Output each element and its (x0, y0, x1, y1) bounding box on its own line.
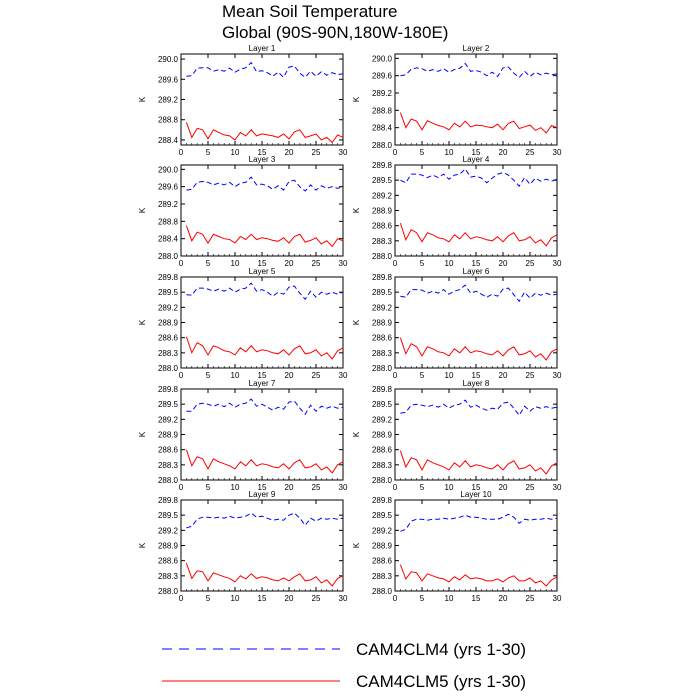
y-tick-label: 288.9 (371, 206, 392, 216)
y-tick-label: 288.8 (157, 217, 178, 227)
y-tick-label: 288.9 (371, 430, 392, 440)
panel-9 (138, 490, 348, 603)
series-line-cam4clm5 (186, 122, 343, 142)
y-tick-label: 288.9 (371, 541, 392, 551)
panel-2 (352, 44, 562, 157)
panel-title: Layer 7 (248, 379, 276, 388)
x-tick-label: 10 (444, 594, 454, 603)
y-tick-label: 288.6 (371, 445, 392, 455)
x-tick-label: 0 (392, 371, 398, 380)
y-tick-label: 288.3 (157, 571, 178, 581)
y-axis-label: K (352, 319, 361, 326)
y-axis-label: K (352, 207, 361, 214)
x-tick-label: 25 (525, 148, 535, 157)
series-line-cam4clm4 (186, 513, 343, 528)
y-tick-label: 288.8 (157, 115, 178, 125)
x-tick-label: 0 (392, 148, 398, 157)
x-tick-label: 10 (444, 371, 454, 380)
x-tick-label: 15 (471, 483, 481, 492)
panel-5 (138, 267, 348, 380)
y-tick-label: 289.2 (157, 200, 178, 209)
y-tick-label: 288.9 (371, 318, 392, 328)
y-tick-label: 289.5 (371, 288, 392, 298)
x-tick-label: 10 (444, 259, 454, 268)
x-tick-label: 20 (284, 148, 294, 157)
x-tick-label: 30 (338, 594, 348, 603)
y-tick-label: 289.2 (157, 415, 178, 425)
y-tick-label: 289.6 (157, 182, 178, 192)
x-tick-label: 20 (498, 371, 508, 380)
x-tick-label: 30 (552, 483, 562, 492)
y-tick-label: 288.3 (371, 460, 392, 470)
chart-title: Mean Soil Temperature (222, 2, 398, 21)
series-line-cam4clm5 (186, 226, 343, 247)
y-tick-label: 288.4 (157, 234, 178, 244)
series-line-cam4clm4 (186, 63, 343, 78)
plot-frame (395, 389, 557, 480)
x-tick-label: 25 (525, 594, 535, 603)
x-tick-label: 30 (338, 148, 348, 157)
x-tick-label: 15 (257, 594, 267, 603)
x-tick-label: 20 (284, 371, 294, 380)
y-tick-label: 288.8 (371, 106, 392, 116)
series-line-cam4clm4 (400, 514, 557, 531)
y-tick-label: 289.2 (157, 526, 178, 536)
x-tick-label: 25 (525, 483, 535, 492)
x-tick-label: 10 (230, 371, 240, 380)
series-line-cam4clm4 (400, 400, 557, 415)
y-tick-label: 289.8 (157, 273, 178, 282)
y-tick-label: 289.5 (157, 400, 178, 410)
panel-1 (138, 44, 348, 157)
panels (138, 44, 562, 603)
x-tick-label: 15 (471, 371, 481, 380)
x-tick-label: 0 (178, 371, 184, 380)
x-tick-label: 10 (230, 483, 240, 492)
x-tick-label: 30 (338, 259, 348, 268)
series-line-cam4clm4 (186, 177, 343, 191)
y-tick-label: 289.2 (371, 415, 392, 425)
x-tick-label: 5 (419, 594, 425, 603)
y-axis-label: K (352, 96, 361, 103)
y-tick-label: 288.6 (371, 333, 392, 343)
y-tick-label: 289.5 (157, 511, 178, 521)
y-tick-label: 288.3 (371, 236, 392, 246)
y-tick-label: 289.5 (371, 176, 392, 186)
y-tick-label: 288.3 (157, 460, 178, 470)
x-tick-label: 5 (419, 148, 425, 157)
x-tick-label: 25 (311, 483, 321, 492)
x-tick-label: 25 (311, 259, 321, 268)
y-tick-label: 289.8 (371, 273, 392, 282)
panel-title: Layer 5 (248, 267, 276, 276)
panel-title: Layer 3 (248, 155, 276, 164)
x-tick-label: 0 (178, 483, 184, 492)
x-tick-label: 10 (444, 148, 454, 157)
y-tick-label: 290.0 (371, 54, 392, 64)
panel-title: Layer 9 (248, 490, 276, 499)
x-tick-label: 30 (338, 371, 348, 380)
series-line-cam4clm5 (400, 338, 557, 360)
x-tick-label: 0 (392, 594, 398, 603)
plot-frame (395, 54, 557, 145)
y-tick-label: 288.0 (157, 476, 178, 485)
x-tick-label: 5 (205, 148, 211, 157)
x-tick-label: 5 (205, 483, 211, 492)
y-tick-label: 288.9 (157, 430, 178, 440)
y-tick-label: 288.6 (157, 333, 178, 343)
y-tick-label: 288.3 (157, 348, 178, 358)
y-axis-label: K (352, 431, 361, 438)
y-tick-label: 289.2 (157, 303, 178, 313)
x-tick-label: 10 (230, 594, 240, 603)
y-tick-label: 289.2 (371, 526, 392, 536)
series-line-cam4clm4 (186, 283, 343, 299)
x-tick-label: 0 (392, 483, 398, 492)
y-tick-label: 289.5 (371, 400, 392, 410)
chart-subtitle: Global (90S-90N,180W-180E) (222, 23, 449, 42)
x-tick-label: 10 (230, 148, 240, 157)
y-tick-label: 288.4 (371, 123, 392, 133)
y-tick-label: 288.0 (371, 364, 392, 373)
y-tick-label: 288.0 (371, 252, 392, 261)
x-tick-label: 5 (205, 371, 211, 380)
y-tick-label: 288.3 (371, 348, 392, 358)
panel-10 (352, 490, 562, 603)
x-tick-label: 5 (419, 483, 425, 492)
y-tick-label: 289.8 (157, 385, 178, 394)
x-tick-label: 0 (178, 259, 184, 268)
y-axis-label: K (352, 542, 361, 549)
panel-title: Layer 2 (462, 44, 490, 53)
legend-label-2: CAM4CLM5 (yrs 1-30) (356, 672, 527, 691)
x-tick-label: 25 (311, 594, 321, 603)
y-tick-label: 289.2 (371, 89, 392, 98)
x-tick-label: 15 (257, 371, 267, 380)
y-tick-label: 289.2 (371, 303, 392, 313)
series-line-cam4clm4 (400, 64, 557, 78)
series-line-cam4clm4 (400, 169, 557, 186)
x-tick-label: 5 (419, 371, 425, 380)
x-tick-label: 20 (498, 148, 508, 157)
y-tick-label: 288.6 (371, 556, 392, 566)
y-tick-label: 288.6 (157, 556, 178, 566)
x-tick-label: 15 (471, 259, 481, 268)
series-line-cam4clm5 (400, 565, 557, 586)
y-tick-label: 288.9 (157, 541, 178, 551)
y-tick-label: 288.3 (371, 571, 392, 581)
x-tick-label: 5 (419, 259, 425, 268)
x-tick-label: 25 (525, 259, 535, 268)
series-line-cam4clm5 (186, 563, 343, 586)
y-tick-label: 289.8 (371, 161, 392, 170)
x-tick-label: 30 (552, 594, 562, 603)
y-tick-label: 289.5 (157, 288, 178, 298)
x-tick-label: 5 (205, 594, 211, 603)
x-tick-label: 25 (311, 148, 321, 157)
y-tick-label: 288.9 (157, 318, 178, 328)
panel-4 (352, 155, 562, 268)
y-tick-label: 288.0 (157, 587, 178, 596)
x-tick-label: 0 (178, 148, 184, 157)
x-tick-label: 30 (552, 259, 562, 268)
panel-title: Layer 10 (460, 490, 492, 499)
series-line-cam4clm5 (400, 113, 557, 133)
x-tick-label: 15 (257, 259, 267, 268)
x-tick-label: 25 (311, 371, 321, 380)
y-tick-label: 289.6 (371, 71, 392, 81)
y-tick-label: 288.0 (157, 252, 178, 261)
plot-frame (181, 500, 343, 591)
panel-title: Layer 8 (462, 379, 490, 388)
x-tick-label: 30 (552, 371, 562, 380)
x-tick-label: 0 (392, 259, 398, 268)
x-tick-label: 30 (552, 148, 562, 157)
panel-8 (352, 379, 562, 492)
y-tick-label: 289.2 (371, 191, 392, 201)
series-line-cam4clm5 (186, 337, 343, 359)
y-tick-label: 288.0 (371, 587, 392, 596)
x-tick-label: 15 (471, 148, 481, 157)
panel-title: Layer 4 (462, 155, 490, 164)
y-tick-label: 288.4 (157, 135, 178, 145)
y-axis-label: K (138, 542, 147, 549)
x-tick-label: 15 (471, 594, 481, 603)
plot-frame (181, 277, 343, 368)
y-axis-label: K (138, 96, 147, 103)
y-tick-label: 289.5 (371, 511, 392, 521)
x-tick-label: 20 (498, 259, 508, 268)
y-axis-label: K (138, 319, 147, 326)
x-tick-label: 20 (284, 259, 294, 268)
y-tick-label: 289.2 (157, 95, 178, 105)
panel-title: Layer 6 (462, 267, 490, 276)
y-tick-label: 288.0 (371, 476, 392, 485)
y-tick-label: 288.0 (157, 364, 178, 373)
legend-label-1: CAM4CLM4 (yrs 1-30) (356, 640, 527, 659)
series-line-cam4clm4 (186, 399, 343, 414)
series-line-cam4clm5 (186, 450, 343, 473)
x-tick-label: 20 (498, 483, 508, 492)
series-line-cam4clm5 (400, 451, 557, 474)
x-tick-label: 25 (525, 371, 535, 380)
y-tick-label: 289.6 (157, 75, 178, 85)
plot-frame (181, 54, 343, 145)
series-line-cam4clm5 (400, 223, 557, 246)
x-tick-label: 5 (205, 259, 211, 268)
x-tick-label: 10 (230, 259, 240, 268)
x-tick-label: 30 (338, 483, 348, 492)
panel-title: Layer 1 (248, 44, 276, 53)
y-tick-label: 290.0 (157, 165, 178, 175)
panel-6 (352, 267, 562, 380)
y-tick-label: 290.0 (157, 55, 178, 65)
x-tick-label: 15 (257, 483, 267, 492)
x-tick-label: 20 (498, 594, 508, 603)
legend (162, 640, 526, 691)
x-tick-label: 0 (178, 594, 184, 603)
y-tick-label: 289.8 (371, 496, 392, 505)
panel-3 (138, 155, 348, 268)
y-tick-label: 288.6 (157, 445, 178, 455)
panel-7 (138, 379, 348, 492)
plot-frame (181, 165, 343, 256)
y-axis-label: K (138, 431, 147, 438)
x-tick-label: 15 (257, 148, 267, 157)
x-tick-label: 10 (444, 483, 454, 492)
y-axis-label: K (138, 207, 147, 214)
series-line-cam4clm4 (400, 285, 557, 301)
y-tick-label: 289.8 (157, 496, 178, 505)
x-tick-label: 20 (284, 483, 294, 492)
y-tick-label: 288.6 (371, 221, 392, 231)
x-tick-label: 20 (284, 594, 294, 603)
y-tick-label: 289.8 (371, 385, 392, 394)
y-tick-label: 288.0 (371, 141, 392, 150)
plot-frame (395, 165, 557, 256)
